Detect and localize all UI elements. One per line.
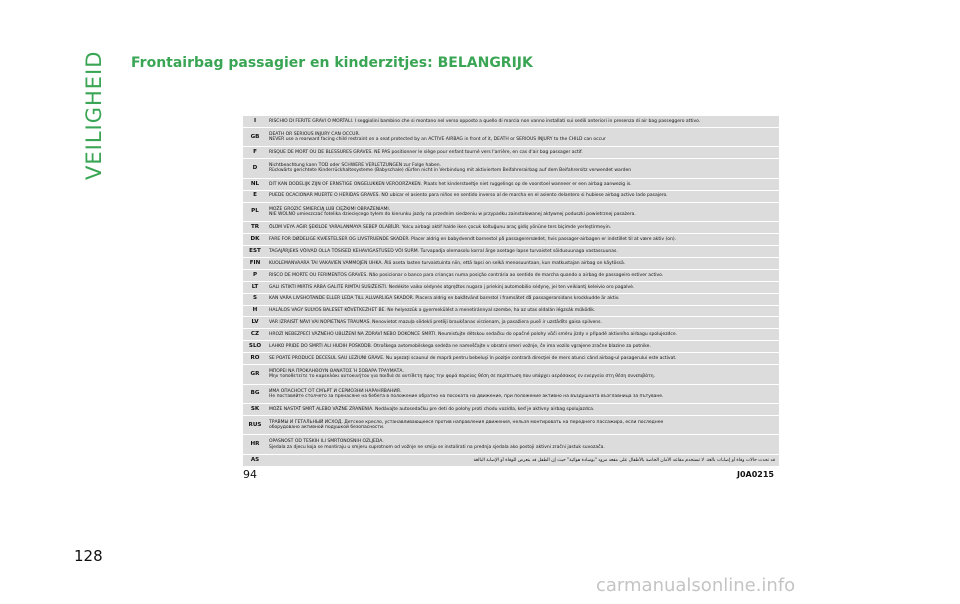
warning-line: KUOLEMANVAARA TAI VAKAVIEN VAMMOJEN UHKA. Älä aseta lasten turvaistuinta niin, että lapsi on selkä menosuuntaan, kun matkustajan airbag on käytössä. (269, 260, 626, 266)
warning-line: Sjedala za djecu koja se montiraju u smjeru suprotnom od vožnje ne smiju se instalirati na prednja sjedala ako postoji aktivni zračni jastuk suvozača. (269, 444, 605, 450)
warning-row (243, 385, 779, 404)
warning-text (267, 438, 779, 450)
warning-row (243, 270, 779, 282)
language-code: FIN (249, 259, 261, 266)
language-code: GB (250, 133, 260, 140)
warning-line: ΜΠΟΡΕΙ ΝΑ ΠΡΟΚΛΗΘΟΥΝ ΘΑΝΑΤΟΣ Ή ΣΟΒΑΡΑ ΤΡΑΥΜΑΤΑ. (269, 369, 404, 375)
language-code: PL (251, 208, 259, 215)
warning-text (267, 162, 779, 174)
warning-text (267, 355, 779, 362)
warning-line: FARE FOR DØDELIGE KVÆSTELSER OG LIVSTRUENDE SKADER. Placer aldrig en babydvendt barnestol på passagerersædet, hvis passager-airbagen er indstillet til at være aktiv (on). (269, 236, 677, 242)
language-code: NL (250, 180, 260, 187)
language-code: HR (250, 440, 260, 447)
warning-row (243, 179, 779, 191)
warning-text (267, 272, 779, 279)
warning-line: RISQUE DE MORT OU DE BLESSURES GRAVES. NE PAS positionner le siège pour enfant tourné vers l'arrière, en cas d'air bag passager actif. (269, 150, 583, 156)
warning-line: RISCHIO DI FERITE GRAVI O MORTALI. I seggiolini bambino che si montano nel verso opposto a quello di marcia non vanno installati sui sedili anteriori in presenza di air bag passeggero attivo. (269, 118, 701, 124)
warning-row (243, 294, 779, 306)
warning-text (267, 248, 779, 255)
warning-line: MOŻE GROZIĆ ŚMIERCIĄ LUB CIĘŻKIMI OBRAŻENIAMI. (269, 206, 391, 212)
warning-line: قد تحدث حالات وفاة أو إصابات بالغة. لا تستخدم مقاعد الأمان الخاصة بالأطفال على مقعد مزود "بوسادة هوائية" حيث إن الطفل قد يتعرض للوفاة أو الإصابة البالغة (473, 457, 775, 463)
warning-text (267, 388, 779, 400)
warning-line: ИМА ОПАСНОСТ ОТ СМЪРТ И СЕРИОЗНИ НАРАНЯВАНИЯ. (269, 388, 402, 394)
language-code: RUS (248, 421, 262, 428)
warning-text (267, 307, 779, 314)
watermark: carmanualsonline.info (596, 575, 796, 596)
warning-row (243, 416, 779, 435)
warning-row (243, 282, 779, 294)
warning-text (267, 295, 779, 302)
warning-text (267, 192, 779, 199)
warning-line: OPASNOST OD TEŠKIH ILI SMRTONOSNIH OZLJEDA. (269, 439, 384, 445)
language-code: LV (251, 319, 259, 326)
warning-line: TAGAJÄRJEKS VÕIVAD OLLA TÕSISED KEHAVIGASTUSED VÕI SURM. Turvapadja olemasolu korral ärge asetage lapse turvaistet sõidusuunaga vastassuunas. (269, 248, 618, 254)
warning-text (267, 319, 779, 326)
warning-line: RISCO DE MORTE OU FERIMENTOS GRAVES. Não posicionar o banco para crianças numa posição contrária ao sentido de marcha quando o airbag de passageiro estiver activo. (269, 272, 664, 278)
warning-line: ÖLÜM VEYA AĞIR ŞEKİLDE YARALANMAYA SEBEP OLABİLİR. Yolcu airbagi aktif halde iken çocuk koltuğunu araç gidiş yönüne ters biçimde yerleştirmeyin. (269, 224, 612, 230)
warning-line: ТРАВМЫ И ГЕТАЛЬНЫЙ ИСХОД. Детское кресло, устанавливающееся против направления движения, нельзя монтировать на переднего пассажира, если последнее (269, 419, 664, 425)
warning-row (243, 222, 779, 234)
warning-row (243, 191, 779, 203)
warning-line: HROZÍ NEBEZPEČÍ VÁŽNÉHO UBLÍŽENÍ NA ZDRAVÍ NEBO DOKONCE SMRTI. Neumisťujte dětskou sedačku do opačné polohy vůči směru jízdy v případě aktivního airbagu spolujezdce. (269, 332, 678, 338)
warning-line: DEATH OR SERIOUS INJURY CAN OCCUR. (269, 131, 360, 137)
warning-row (243, 159, 779, 178)
warning-text (267, 331, 779, 338)
warning-row (243, 353, 779, 365)
warning-line: PUEDE OCACIONAR MUERTE O HERIDAS GRAVES. NO ubicar el asiento para niños en sentido inverso al de marcha en el asiento delantero si hubiese airbag activo lado pasajero. (269, 193, 668, 199)
language-code: H (252, 307, 258, 314)
language-code: RO (250, 355, 260, 362)
language-code: I (253, 117, 257, 124)
warning-row (243, 258, 779, 270)
warning-text (267, 118, 779, 125)
warning-row (243, 147, 779, 159)
warning-line: SE POATE PRODUCE DECESUL SAU LEZIUNI GRAVE. Nu aşezaţi scaunul de mapră pentru bebeluşi în poziţie contrară direcţiei de mers atunci când airbag-ul pasagerului este activat. (269, 356, 677, 362)
language-code: TR (250, 223, 260, 230)
warning-text (267, 260, 779, 267)
warning-row (243, 203, 779, 222)
warning-row (243, 329, 779, 341)
language-code: LT (251, 283, 259, 290)
figure-code: J0A0215 (737, 470, 774, 479)
warning-line: MÔŽE NASTAŤ SMRŤ ALEBO VÁŽNE ZRANENIA. Nedávajte autosedačku pre deti do polohy proti chodu vozidla, keď je aktívny airbag spolujazdca. (269, 406, 595, 412)
language-code: SK (250, 405, 260, 412)
language-code: F (253, 149, 257, 156)
warning-text (267, 368, 779, 380)
figure-number: 94 (243, 468, 257, 481)
warning-text (267, 457, 779, 464)
warning-line: Nichtbeachtung kann TOD oder SCHWERE VERLETZUNGEN zur Folge haben. (269, 163, 442, 169)
warning-line: KAN VARA LIVSHOTANDE ELLER LEDA TILL ALLVARLIGA SKADOR. Placera aldrig en bakåtvänd barnstol i framsätet då passagerarsidans krockkudde är aktiv. (269, 296, 620, 302)
language-code: E (253, 192, 257, 199)
warning-row (243, 341, 779, 353)
warning-text (267, 419, 779, 431)
page-title: Frontairbag passagier en kinderzitjes: BELANGRIJK (131, 55, 533, 71)
language-code: GR (250, 370, 260, 377)
warning-row (243, 435, 779, 454)
warning-row (243, 306, 779, 318)
language-code: BG (250, 390, 260, 397)
section-title-vertical: VEILIGHEID (82, 50, 106, 180)
language-code: D (252, 164, 258, 171)
warning-line: GALI IŠTIKTI MIRTIS ARBA GALITE RIMTAI SUSIŽEISTI. Nedėkite vaiko sėdynės atgręžtos nugara į priekinį automobilio sėdynę, jei ten veikiantį keleivio oro pagalvė. (269, 284, 635, 290)
warning-row (243, 365, 779, 384)
warning-text (267, 181, 779, 188)
language-code: EST (249, 247, 261, 254)
language-code: P (252, 271, 258, 278)
warning-row (243, 234, 779, 246)
warning-text (267, 343, 779, 350)
warning-text (267, 284, 779, 291)
warning-line: Rückwärts gerichtete Kinderrückhaltesysteme (Babyschale) dürfen nicht in Verbindung mit aktiviertem Beifahrerairbag auf dem Beifahrersitz verwendet warden (269, 168, 632, 174)
warning-text (267, 224, 779, 231)
language-code: S (252, 295, 258, 302)
language-code: SLO (248, 343, 262, 350)
warning-text (267, 236, 779, 243)
language-code: AS (250, 456, 260, 463)
warning-row (243, 246, 779, 258)
warning-line: NEVER use a rearward facing child restraint on a seat protected by an ACTIVE AIRBAG in front of it, DEATH or SERIOUS INJURY to the CHILD can occur (269, 137, 606, 143)
warning-line: DIT KAN DODELIJK ZIJN OF ERNSTIGE ONGELUKKEN VEROORZAKEN. Plaats het kinderstoeltje niet ruggelings op de voorstoel wanneer er een airbag aanwezig is. (269, 181, 632, 187)
warning-row (243, 116, 779, 128)
language-code: DK (250, 235, 260, 242)
warning-row (243, 128, 779, 147)
warning-row (243, 455, 779, 467)
airbag-warning-label (243, 116, 779, 467)
warning-line: Не поставяйте столчето за пренасяне на бебета в положение обратно на посоката на движение, при положение активно на въздушната възглавница за пътуване. (269, 393, 664, 399)
warning-line: LAHKO PRIDE DO SMRTI ALI HUDIH POŠKODB. Otroškega avtomobilskega sedeža ne nameščajte v obratni smeri vožnje, če ima vozilo vgrajene zračne blazine za potnike. (269, 344, 651, 350)
warning-text (267, 206, 779, 218)
warning-row (243, 317, 779, 329)
page-number: 128 (74, 547, 103, 565)
warning-line: VAR IZRAISĪT NĀVI VAI NOPIETNAS TRAUMAS. Nenovietot mazuļa sēdekli pretēji braukšanas virzienam, ja pasažiera pusē ir uzstādīts gaisa spilvens. (269, 320, 602, 326)
warning-text (267, 131, 779, 143)
warning-text (267, 406, 779, 413)
language-code: CZ (250, 331, 260, 338)
warning-text (267, 149, 779, 156)
warning-line: Μην τοποθετείτε το καρεκλάκι αυτοκινήτου για παιδιά σε αντίθετη προς την φορά πορείας θέση σε περίπτωση που υπάρχει αερόσακος εν ενεργεία στη θέση συνεπιβάτη. (269, 374, 656, 380)
warning-line: HALÁLOS VAGY SÚLYOS BALESET KÖVETKEZHET BE. Ne helyezzük a gyermekülést a menetiránnyal szembe, ha az utas oldalán légzsák működik. (269, 308, 596, 314)
warning-row (243, 404, 779, 416)
warning-line: NIE WOLNO umieszczać fotelika dziecięcego tyłem do kierunku jazdy na przednim siedzeniu w przypadku zainstalowanej aktywnej poduszki powietrznej pasażera. (269, 211, 636, 217)
warning-line: оборудовано активной подушкой безопасности. (269, 425, 385, 431)
